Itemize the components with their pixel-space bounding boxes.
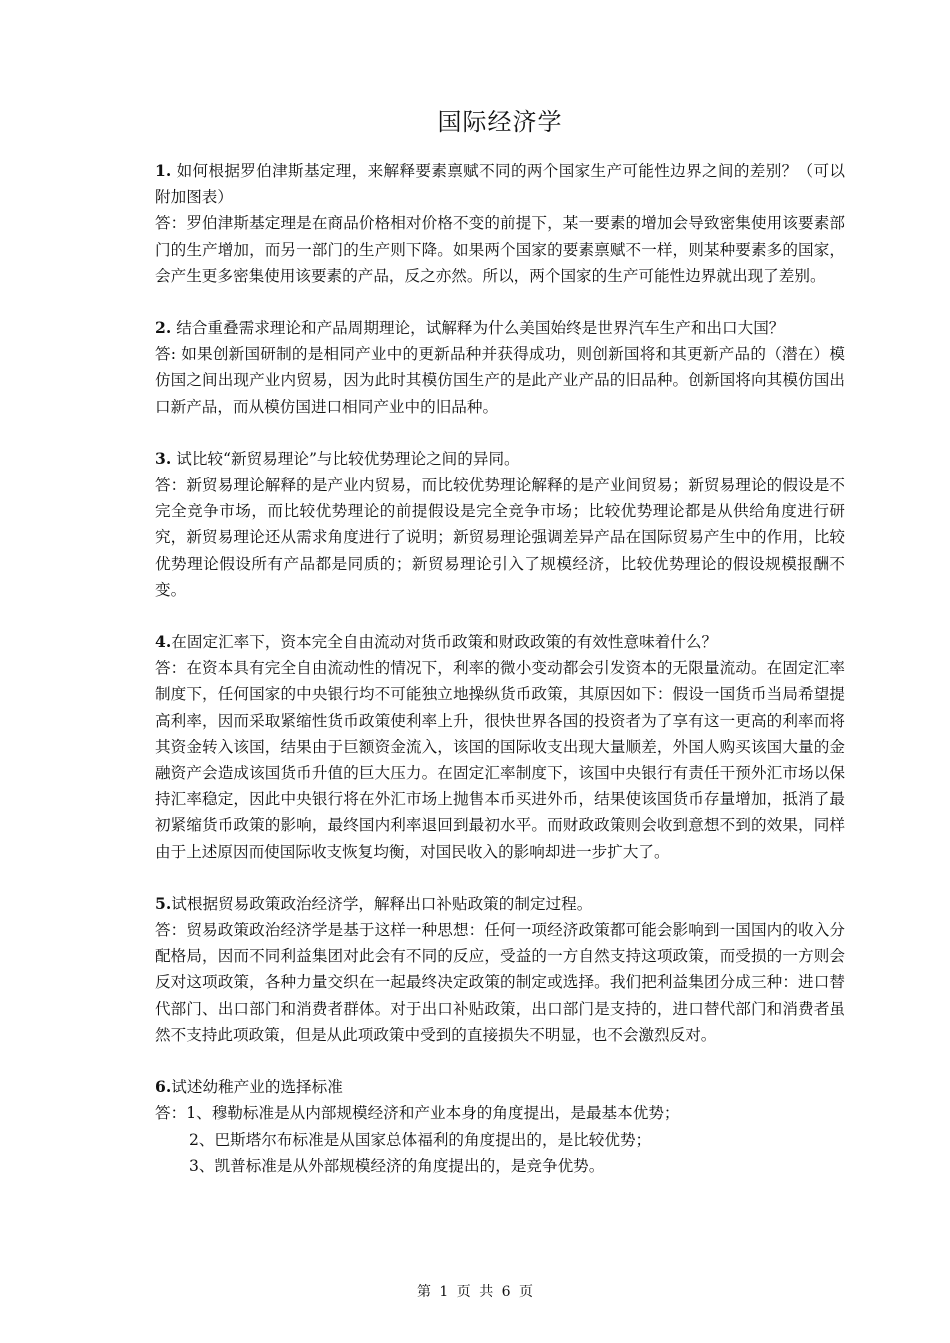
answer-1: 答：罗伯津斯基定理是在商品价格相对价格不变的前提下，某一要素的增加会导致密集使用该要素部门的生产增加，而另一部门的生产则下降。如果两个国家的要素禀赋不一样，则某种要素多的国家，会产生更多密集使用该要素的产品，反之亦然。所以，两个国家的生产可能性边界就出现了差别。 (155, 214, 845, 285)
qa-section-5 (155, 891, 845, 1048)
answer-5: 答：贸易政策政治经济学是基于这样一种思想：任何一项经济政策都可能会影响到一国国内的收入分配格局，因而不同利益集团对此会有不同的反应，受益的一方自然支持这项政策，而受损的一方则会反对这项政策，各种力量交织在一起最终决定政策的制定或选择。我们把利益集团分成三种：进口替代部门、出口部门和消费者群体。对于出口补贴政策，出口部门是支持的，进口替代部门和消费者虽然不支持此项政策，但是从此项政策中受到的直接损失不明显，也不会激烈反对。 (155, 921, 845, 1044)
question-text: 试述幼稚产业的选择标准 (171, 1078, 343, 1097)
question-number: 3. (155, 448, 172, 468)
question-2 (155, 315, 845, 341)
answer-3: 答：新贸易理论解释的是产业内贸易，而比较优势理论解释的是产业间贸易；新贸易理论的假设是不完全竞争市场，而比较优势理论的前提假设是完全竞争市场；比较优势理论都是从供给角度进行研究，新贸易理论还从需求角度进行了说明；新贸易理论强调差异产品在国际贸易产生中的作用，比较优势理论假设所有产品都是同质的；新贸易理论引入了规模经济，比较优势理论的假设规模报酬不变。 (155, 476, 845, 599)
answer-2: 答: 如果创新国研制的是相同产业中的更新品种并获得成功，则创新国将和其更新产品的（潜在）模仿国之间出现产业内贸易，因为此时其模仿国生产的是此产业产品的旧品种。创新国将向其模仿国出口新产品，而从模仿国进口相同产业中的旧品种。 (155, 345, 845, 416)
page-footer: 第 1 页 共 6 页 (416, 1284, 534, 1300)
answer-6-item-1: 答：1、穆勒标准是从内部规模经济和产业本身的角度提出，是最基本优势； (155, 1104, 680, 1123)
qa-section-6 (155, 1074, 845, 1179)
question-5 (155, 891, 845, 917)
question-3 (155, 446, 845, 472)
question-text: 试比较“新贸易理论”与比较优势理论之间的异同。 (171, 449, 520, 468)
document-body (155, 158, 845, 1205)
answer-4: 答：在资本具有完全自由流动性的情况下，利率的微小变动都会引发资本的无限量流动。在固定汇率制度下，任何国家的中央银行均不可能独立地操纵货币政策，其原因如下：假设一国货币当局希望提高利率，因而采取紧缩性货币政策使利率上升，很快世界各国的投资者为了享有这一更高的利率而将其资金转入该国，结果由于巨额资金流入，该国的国际收支出现大量顺差，外国人购买该国大量的金融资产会造成该国货币升值的巨大压力。在固定汇率制度下，该国中央银行有责任干预外汇市场以保持汇率稳定，因此中央银行将在外汇市场上抛售本币买进外币，结果使该国货币存量增加，抵消了最初紧缩货币政策的影响，最终国内利率退回到最初水平。而财政政策则会收到意想不到的效果，同样由于上述原因而使国际收支恢复均衡，对国民收入的影响却进一步扩大了。 (155, 659, 845, 861)
question-number: 5. (155, 893, 172, 913)
qa-section-2 (155, 315, 845, 420)
question-number: 6. (155, 1077, 172, 1097)
qa-section-1 (155, 158, 845, 289)
question-text: 在固定汇率下，资本完全自由流动对货币政策和财政政策的有效性意味着什么？ (171, 633, 718, 652)
answer-6-item-2: 2、巴斯塔尔布标准是从国家总体福利的角度提出的，是比较优势； (189, 1130, 652, 1149)
question-number: 4. (155, 632, 172, 652)
question-number: 2. (155, 318, 172, 338)
question-4 (155, 629, 845, 655)
question-number: 1. (155, 161, 172, 180)
question-1 (155, 158, 845, 210)
answer-6-item-3: 3、凯普标准是从外部规模经济的角度提出的，是竞争优势。 (189, 1156, 605, 1175)
question-text: 结合重叠需求理论和产品周期理论，试解释为什么美国始终是世界汽车生产和出口大国？ (171, 319, 785, 338)
question-text: 试根据贸易政策政治经济学，解释出口补贴政策的制定过程。 (171, 894, 593, 913)
document-title: 国际经济学 (437, 108, 563, 136)
question-text: 如何根据罗伯津斯基定理，来解释要素禀赋不同的两个国家生产可能性边界之间的差别？（可以附加图表） (155, 162, 845, 207)
qa-section-3 (155, 446, 845, 603)
question-6 (155, 1074, 845, 1100)
qa-section-4 (155, 629, 845, 865)
